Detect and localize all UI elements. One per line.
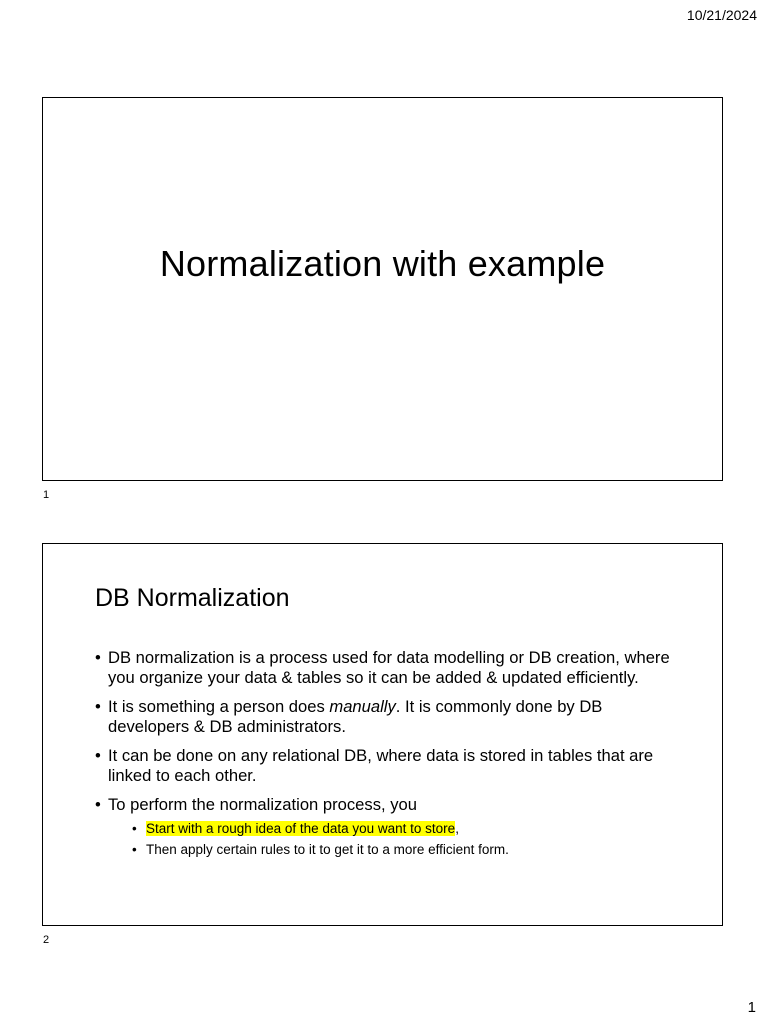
page-number: 1 — [747, 999, 756, 1016]
slide-2-frame — [42, 543, 723, 926]
bullet-text: To perform the normalization process, you — [108, 795, 417, 814]
bullet-item — [95, 746, 685, 786]
sub-bullet-item — [132, 839, 685, 860]
bullet-text: DB normalization is a process used for data modelling or DB creation, where you organize your data & tables so it can be added & updated efficiently. — [108, 648, 670, 687]
slide-1-frame — [42, 97, 723, 481]
bullet-emphasis: manually — [329, 697, 396, 716]
slide-1-title: Normalization with example — [159, 243, 606, 284]
slide-2-number: 2 — [43, 934, 50, 946]
bullet-item — [95, 697, 685, 737]
highlighted-text: Start with a rough idea of the data you want to store — [146, 821, 456, 836]
bullet-text: . It is commonly done by DB developers & DB administrators. — [108, 697, 603, 736]
bullet-item — [95, 795, 685, 860]
slide-2-title: DB Normalization — [95, 584, 290, 612]
bullet-list — [95, 648, 685, 869]
bullet-text: It can be done on any relational DB, where data is stored in tables that are linked to each other. — [108, 746, 654, 785]
sub-bullet-list — [108, 818, 685, 860]
bullet-item — [95, 648, 685, 688]
sub-bullet-text: Then apply certain rules to it to get it to a more efficient form. — [146, 842, 509, 857]
header-date: 10/21/2024 — [686, 7, 757, 23]
slide-1-number: 1 — [43, 489, 50, 501]
sub-bullet-text: , — [455, 821, 459, 836]
bullet-text: It is something a person does — [108, 697, 330, 716]
sub-bullet-item — [132, 818, 685, 839]
